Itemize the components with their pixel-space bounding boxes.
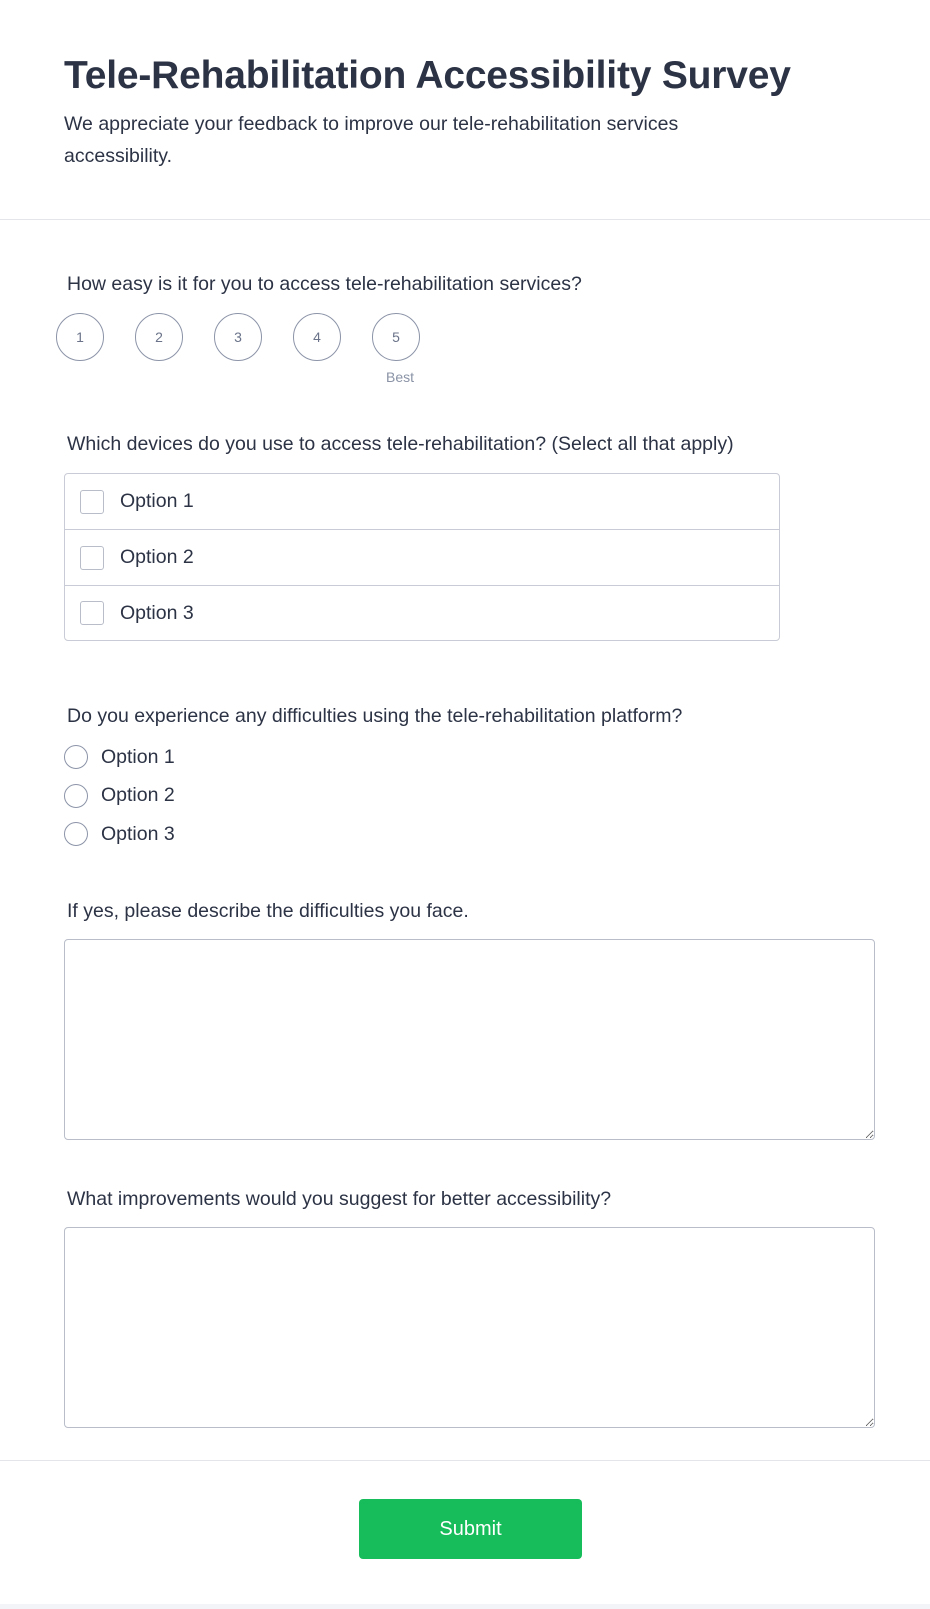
checkbox-label: Option 3 xyxy=(120,601,194,624)
radio-label: Option 1 xyxy=(101,745,175,768)
rating-option-3[interactable]: 3 xyxy=(214,313,262,361)
radio-button[interactable] xyxy=(64,822,88,846)
difficulties-radio-group xyxy=(64,744,175,860)
checkbox[interactable] xyxy=(80,546,104,570)
device-option-3[interactable] xyxy=(65,586,779,640)
form-header xyxy=(0,0,930,220)
submit-button[interactable]: Submit xyxy=(359,1499,582,1559)
rating-item xyxy=(293,313,372,361)
question-difficulties-label: Do you experience any difficulties using the tele-rehabilitation platform? xyxy=(67,705,683,727)
rating-item xyxy=(372,313,451,385)
rating-item xyxy=(56,313,135,361)
describe-difficulties-textarea[interactable] xyxy=(64,939,875,1140)
rating-option-4[interactable]: 4 xyxy=(293,313,341,361)
checkbox-label: Option 1 xyxy=(120,490,194,512)
rating-option-5[interactable]: 5 xyxy=(372,313,420,361)
question-describe-difficulties-label: If yes, please describe the difficulties you face. xyxy=(67,900,469,922)
page-title: Tele-Rehabilitation Accessibility Survey xyxy=(64,54,791,97)
page-subtitle: We appreciate your feedback to improve our tele-rehabilitation services accessibility. xyxy=(64,113,679,167)
rating-best-label: Best xyxy=(386,369,415,385)
radio-label: Option 2 xyxy=(101,784,175,806)
rating-item xyxy=(214,313,293,361)
difficulty-option-3[interactable] xyxy=(64,821,175,847)
ease-rating-scale xyxy=(56,313,451,385)
checkbox-label: Option 2 xyxy=(120,546,194,568)
devices-checkbox-list xyxy=(64,473,780,641)
improvements-textarea[interactable] xyxy=(64,1227,875,1428)
radio-button[interactable] xyxy=(64,745,88,769)
difficulty-option-1[interactable] xyxy=(64,744,175,770)
radio-label: Option 3 xyxy=(101,822,175,845)
difficulty-option-2[interactable] xyxy=(64,783,175,809)
rating-item xyxy=(135,313,214,361)
radio-button[interactable] xyxy=(64,784,88,808)
rating-option-2[interactable]: 2 xyxy=(135,313,183,361)
question-ease-of-access-label: How easy is it for you to access tele-rehabilitation services? xyxy=(67,273,582,295)
checkbox[interactable] xyxy=(80,601,104,625)
form-footer xyxy=(0,1460,930,1604)
device-option-2[interactable] xyxy=(65,530,779,586)
checkbox[interactable] xyxy=(80,490,104,514)
question-devices-label: Which devices do you use to access tele-rehabilitation? (Select all that apply) xyxy=(67,433,734,455)
rating-option-1[interactable]: 1 xyxy=(56,313,104,361)
question-improvements-label: What improvements would you suggest for better accessibility? xyxy=(67,1188,612,1210)
device-option-1[interactable] xyxy=(65,474,779,530)
